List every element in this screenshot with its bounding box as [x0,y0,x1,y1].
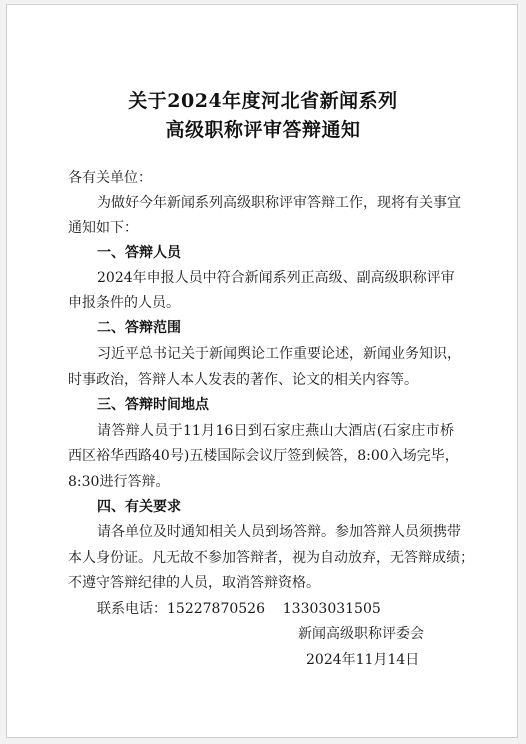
section-4-line-2: 本人身份证。凡无故不参加答辩者，视为自动放弃，无答辩成绩； [68,550,474,566]
section-1-heading: 一、答辩人员 [97,245,181,261]
section-4-heading: 四、有关要求 [97,499,181,515]
intro-line-2: 通知如下： [68,220,138,236]
signature: 新闻高级职称评委会 [298,626,424,642]
section-3-line-3: 8:30进行答辩。 [68,474,170,490]
section-3-line-2: 西区裕华西路40号)五楼国际会议厅签到候答，8:00入场完毕， [68,448,459,464]
section-3-heading: 三、答辩时间地点 [97,397,209,413]
contact-phone: 联系电话：15227870526 13303031505 [97,601,381,617]
section-4-line-3: 不遵守答辩纪律的人员，取消答辩资格。 [68,575,320,591]
section-1-line-1: 2024年申报人员中符合新闻系列正高级、副高级职称评审 [97,270,455,286]
section-3-line-1: 请答辩人员于11月16日到石家庄燕山大酒店(石家庄市桥 [97,423,454,439]
section-2-line-2: 时事政治，答辩人本人发表的著作、论文的相关内容等。 [68,372,418,388]
section-4-line-1: 请各单位及时通知相关人员到场答辩。参加答辩人员须携带 [97,524,461,540]
section-2-line-1: 习近平总书记关于新闻舆论工作重要论述，新闻业务知识， [97,346,461,362]
salutation: 各有关单位： [68,170,152,186]
issue-date: 2024年11月14日 [306,652,420,668]
section-1-line-2: 申报条件的人员。 [68,295,180,311]
section-2-heading: 二、答辩范围 [97,320,181,336]
document-title-line-1: 关于2024年度河北省新闻系列 [128,90,398,112]
document-title-line-2: 高级职称评审答辩通知 [165,119,361,141]
intro-line-1: 为做好今年新闻系列高级职称评审答辩工作，现将有关事宜 [97,195,461,211]
